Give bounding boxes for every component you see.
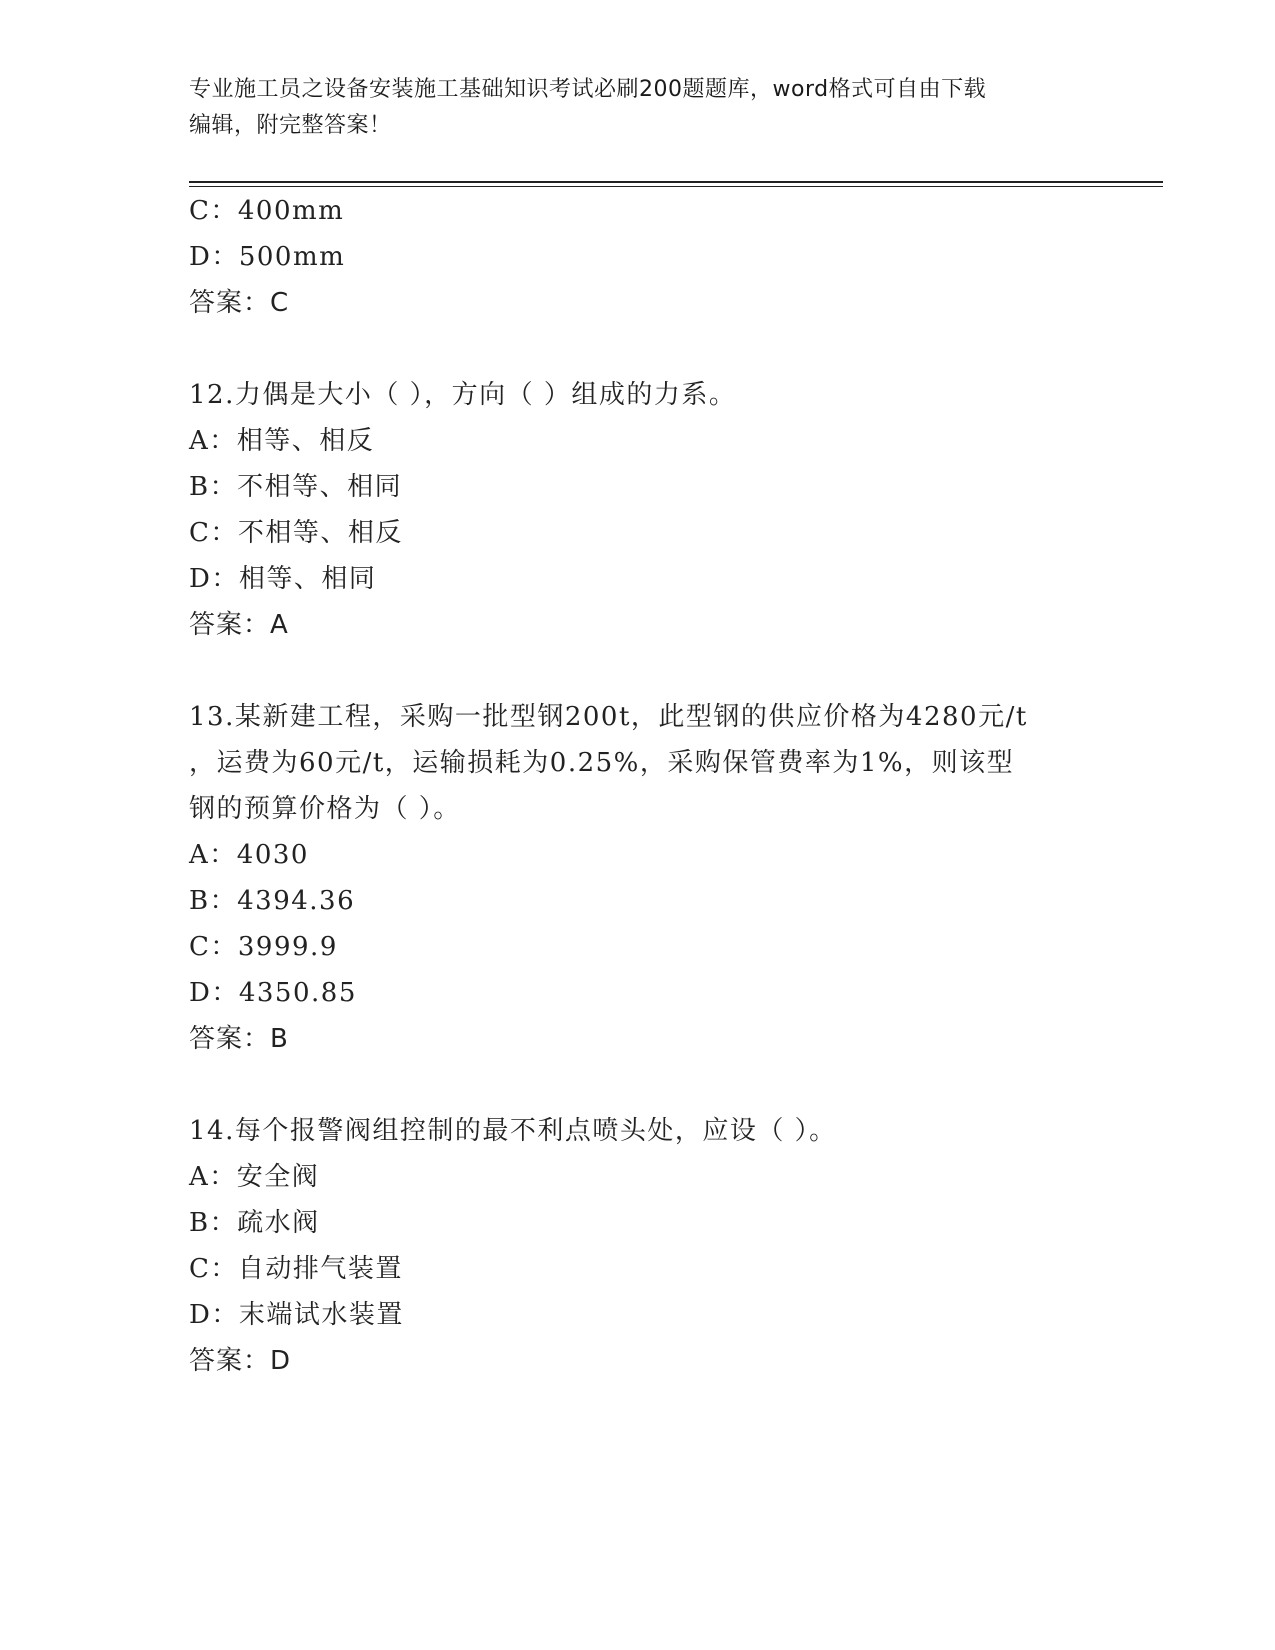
q13-stem-line-1: 13.某新建工程，采购一批型钢200t，此型钢的供应价格为4280元/t [189,702,1028,732]
q14-stem: 14.每个报警阀组控制的最不利点喷头处，应设（ ）。 [189,1116,837,1146]
spacer [189,326,1089,372]
q13-stem-line-2: ，运费为60元/t，运输损耗为0.25%，采购保管费率为1%，则该型 [189,748,1015,778]
q12-answer: 答案：A [189,610,289,640]
q14-option-b: B：疏水阀 [189,1208,320,1238]
q12-option-c: C：不相等、相反 [189,518,403,548]
document-header [189,72,1089,144]
q14-option-c: C：自动排气装置 [189,1254,403,1284]
q12-option-b: B：不相等、相同 [189,472,403,502]
q12-option-d: D：相等、相同 [189,564,377,594]
header-title-line-1: 专业施工员之设备安装施工基础知识考试必刷200题题库，word格式可自由下载 [189,77,987,102]
q13-stem-line-3: 钢的预算价格为（ ）。 [189,794,461,824]
prev-answer: 答案：C [189,288,290,318]
q12-option-a: A：相等、相反 [189,426,375,456]
q13-option-c: C：3999.9 [189,932,338,962]
q13-answer: 答案：B [189,1024,289,1054]
q13-option-a: A：4030 [189,840,309,870]
question-content [189,188,1089,1384]
header-divider-thick [189,181,1163,183]
q14-option-d: D：末端试水装置 [189,1300,404,1330]
prev-option-d: D：500mm [189,242,346,272]
q12-stem: 12.力偶是大小（ ），方向（ ）组成的力系。 [189,380,737,410]
prev-option-c: C：400mm [189,196,345,226]
header-divider-thin [189,186,1163,187]
spacer [189,648,1089,694]
q14-option-a: A：安全阀 [189,1162,320,1192]
q14-answer: 答案：D [189,1346,292,1376]
q13-option-b: B：4394.36 [189,886,356,916]
q13-option-d: D：4350.85 [189,978,357,1008]
spacer [189,1062,1089,1108]
header-title-line-2: 编辑，附完整答案！ [189,113,392,138]
